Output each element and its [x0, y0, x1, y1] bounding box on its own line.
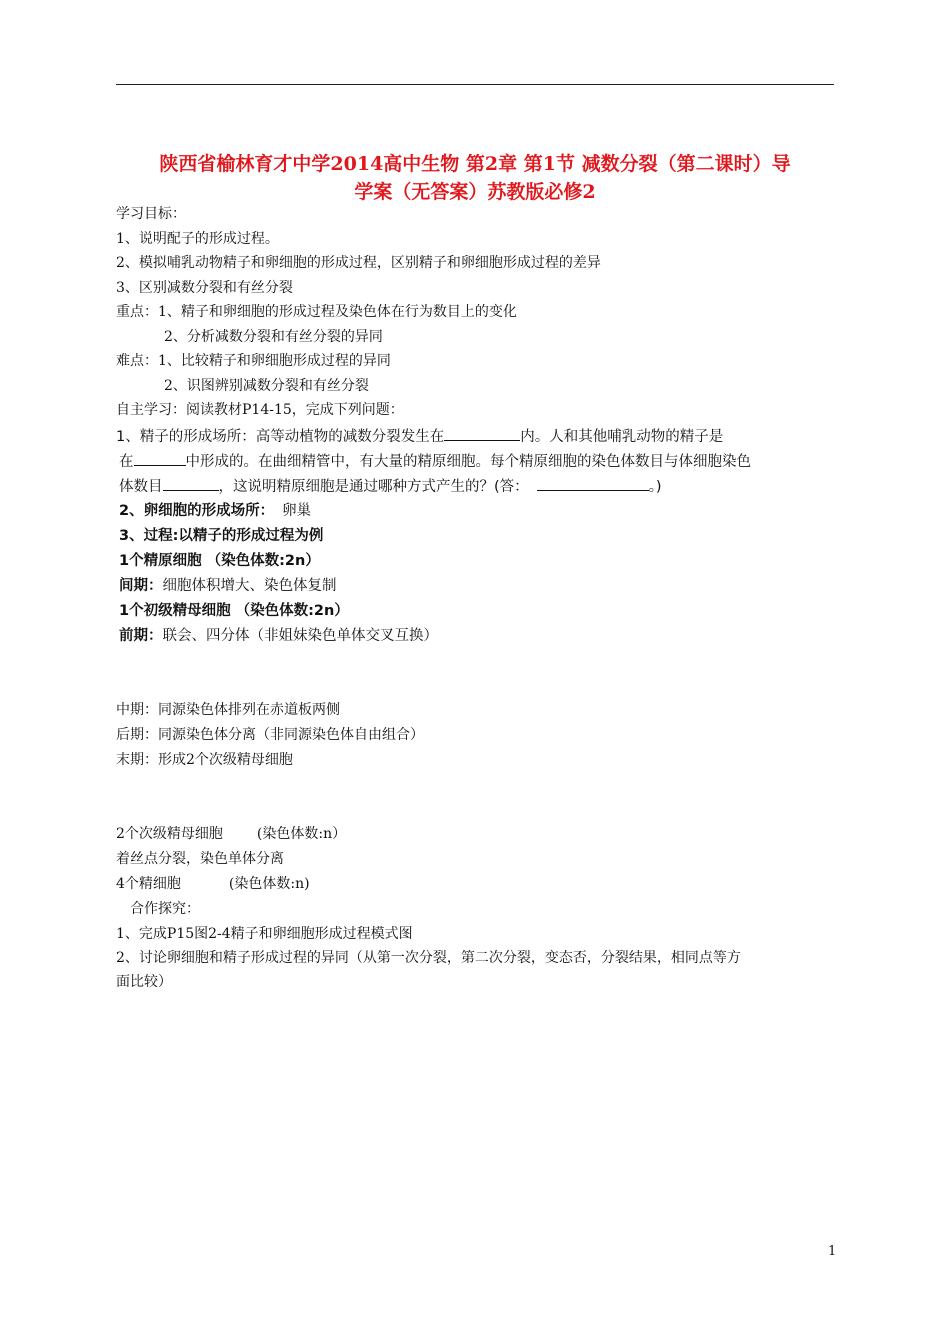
interphase-line: 间期：细胞体积增大、染色体复制 [119, 578, 337, 594]
document-title [116, 150, 834, 206]
answer-blank-4 [537, 476, 649, 491]
stage-spermatogonium: 1个精原细胞 （染色体数:2n） [119, 553, 320, 569]
telophase-line: 末期：形成2个次级精母细胞 [116, 752, 293, 768]
cooperation-item-1: 1、完成P15图2-4精子和卵细胞形成过程模式图 [116, 926, 413, 942]
anaphase-line: 后期：同源染色体分离（非同源染色体自由组合） [116, 727, 424, 743]
prophase-line: 前期：联会、四分体（非姐妹染色单体交叉互换） [119, 628, 438, 644]
goal-item-2: 2、模拟哺乳动物精子和卵细胞的形成过程，区别精子和卵细胞形成过程的差异 [116, 255, 601, 271]
header-rule [116, 84, 834, 85]
question-1-line-1: 1、精子的形成场所：高等动植物的减数分裂发生在 内。人和其他哺乳动物的精子是 [116, 426, 723, 447]
key-point-1: 重点：1、精子和卵细胞的形成过程及染色体在行为数目上的变化 [116, 304, 517, 320]
page-number: 1 [828, 1244, 837, 1259]
difficulty-2: 2、识图辨别减数分裂和有丝分裂 [164, 378, 369, 394]
stage-primary-spermatocyte: 1个初级精母细胞 （染色体数:2n） [119, 603, 349, 619]
cooperation-heading: 合作探究： [130, 901, 200, 917]
title-line-1: 陕西省榆林育才中学2014高中生物 第2章 第1节 减数分裂（第二课时）导 [159, 153, 791, 175]
cooperation-item-2-line-2: 面比较） [116, 974, 172, 990]
answer-blank-1 [444, 426, 520, 441]
stage-secondary-spermatocyte: 2个次级精母细胞 (染色体数:n） [116, 826, 347, 842]
question-1-line-2: 在 中形成的。在曲细精管中，有大量的精原细胞。每个精原细胞的染色体数目与体细胞染色 [119, 451, 751, 472]
goal-item-3: 3、区别减数分裂和有丝分裂 [116, 280, 293, 296]
title-line-2: 学案（无答案）苏教版必修2 [354, 181, 596, 203]
stage-spermatid: 4个精细胞 (染色体数:n) [116, 876, 310, 892]
answer-blank-3 [163, 476, 219, 491]
difficulty-1: 难点：1、比较精子和卵细胞形成过程的异同 [116, 353, 391, 369]
answer-blank-2 [134, 451, 186, 466]
metaphase-line: 中期：同源染色体排列在赤道板两侧 [116, 702, 340, 718]
self-study-heading: 自主学习：阅读教材P14-15，完成下列问题： [116, 402, 404, 418]
key-point-2: 2、分析减数分裂和有丝分裂的异同 [164, 329, 383, 345]
goal-item-1: 1、说明配子的形成过程。 [116, 231, 279, 247]
question-2: 2、卵细胞的形成场所： 卵巢 [119, 503, 312, 519]
goals-heading: 学习目标： [116, 206, 186, 222]
question-1-line-3: 体数目 ，这说明精原细胞是通过哪种方式产生的？(答： 。) [119, 476, 662, 497]
centromere-split-line: 着丝点分裂，染色单体分离 [116, 851, 284, 867]
cooperation-item-2-line-1: 2、讨论卵细胞和精子形成过程的异同（从第一次分裂，第二次分裂，变态否，分裂结果，相同点等方 [116, 950, 741, 966]
question-3: 3、过程:以精子的形成过程为例 [119, 528, 324, 544]
